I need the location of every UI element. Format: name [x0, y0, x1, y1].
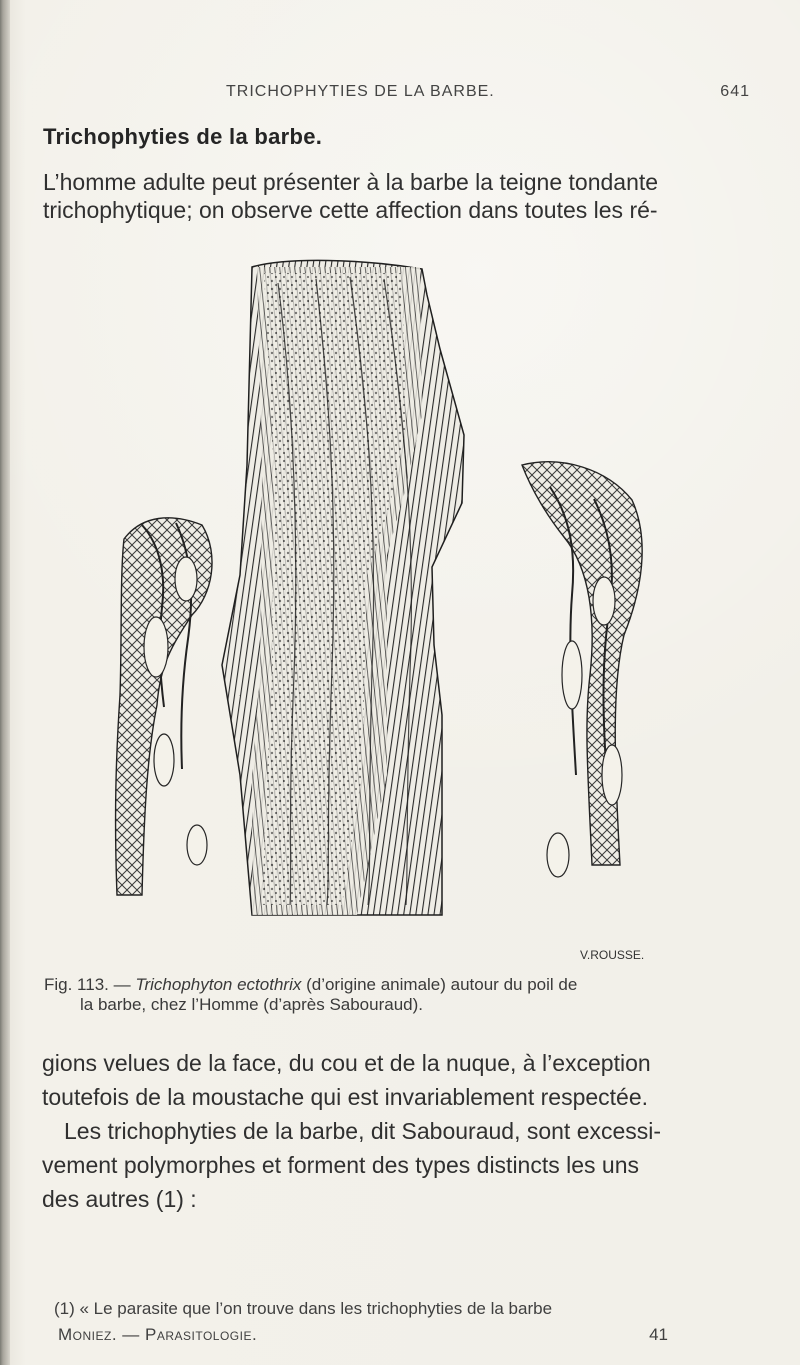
page-number: 641 [720, 83, 750, 100]
footer-left: Moniez. — Parasitologie. [58, 1325, 258, 1344]
paragraph-main-line-3: Les trichophyties de la barbe, dit Sabouraud, sont excessi- [64, 1118, 662, 1144]
running-head-title: TRICHOPHYTIES DE LA BARBE. [226, 83, 495, 100]
paragraph-main [42, 1046, 782, 1216]
paragraph-main-line-5: des autres (1) : [42, 1186, 197, 1212]
footnote: (1) « Le parasite que l’on trouve dans les trichophyties de la barbe [54, 1299, 553, 1318]
caption-line-1 [44, 975, 759, 995]
caption-species: Trichophyton ectothrix [135, 975, 302, 994]
paragraph-main-line-2: toutefois de la moustache qui est invariablement respectée. [42, 1084, 649, 1110]
figure-illustration [102, 255, 668, 967]
binding-edge [0, 0, 10, 1365]
section-title: Trichophyties de la barbe. [43, 124, 323, 149]
figure-signature: V.ROUSSE. [580, 948, 645, 962]
paragraph-main-line-4: vement polymorphes et forment des types distincts les uns [42, 1152, 640, 1178]
paragraph-top-line-1: L’homme adulte peut présenter à la barbe la teigne tondante [43, 169, 659, 195]
caption-prefix: Fig. 113. — [44, 975, 131, 994]
figure-engraving [102, 255, 668, 967]
running-head [36, 83, 764, 107]
paragraph-top-line-2: trichophytique; on observe cette affection dans toutes les ré- [43, 197, 658, 223]
footer-right: 41 [649, 1325, 668, 1344]
caption-line-2: la barbe, chez l’Homme (d’après Sabouraud). [80, 995, 424, 1014]
paragraph-top [43, 168, 778, 224]
caption-rest: (d’origine animale) autour du poil de [306, 975, 578, 994]
paragraph-main-line-1: gions velues de la face, du cou et de la nuque, à l’exception [42, 1050, 651, 1076]
figure-caption [44, 975, 759, 1015]
